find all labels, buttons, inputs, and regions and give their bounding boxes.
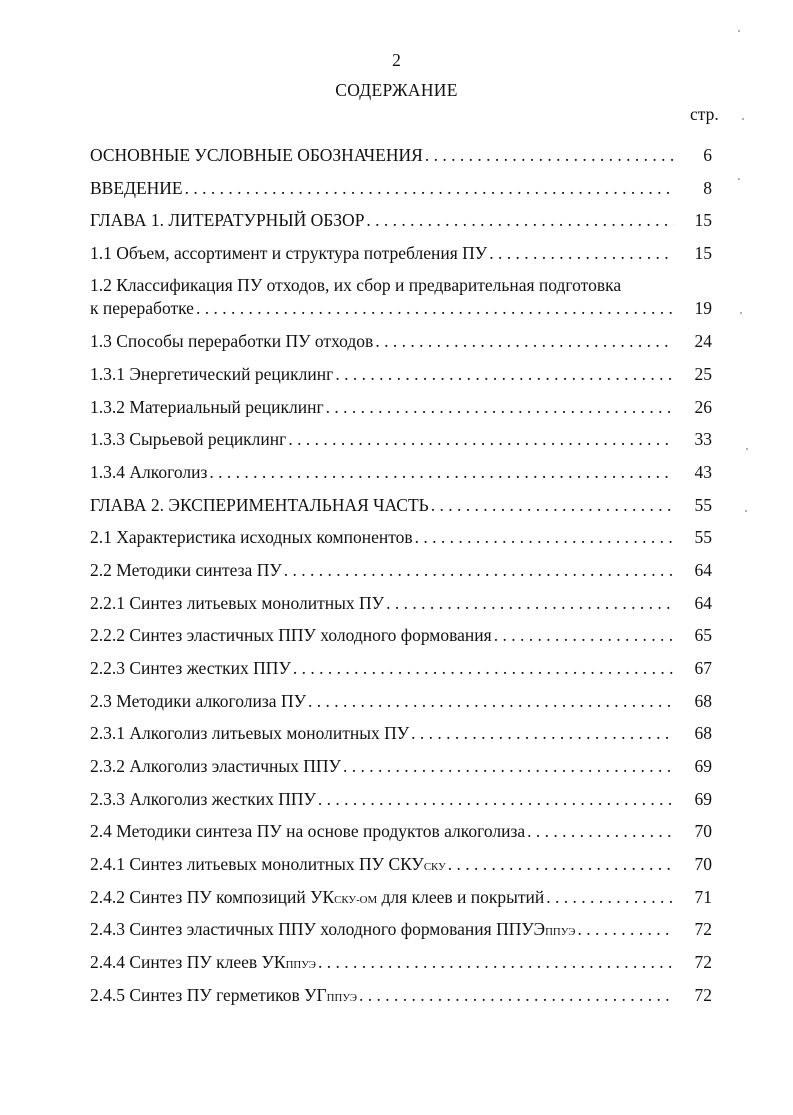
- toc-entry: [90, 243, 712, 264]
- toc-leader-dots: [318, 789, 674, 810]
- toc-leader-dots: [415, 527, 674, 548]
- toc-entry-page: 72: [694, 985, 712, 1005]
- toc-entry: [90, 919, 712, 940]
- toc-entry: [90, 560, 712, 581]
- toc-leader-dots: [185, 178, 674, 199]
- toc-leader-dots: [577, 919, 674, 940]
- toc-entry-page: 68: [694, 691, 712, 711]
- toc-entry-subscript: ППУЭ: [545, 926, 576, 938]
- toc-entry-text: 2.4 Методики синтеза ПУ на основе продуктов алкоголиза: [90, 821, 526, 841]
- toc-entry-page: 70: [694, 854, 712, 874]
- toc-entry-text: 1.3.3 Сырьевой рециклинг: [90, 429, 287, 449]
- toc-entry-text: 1.3.4 Алкоголиз: [90, 462, 208, 482]
- toc-entry-text: 1.3.1 Энергетический рециклинг: [90, 364, 334, 384]
- page-title: СОДЕРЖАНИЕ: [335, 80, 458, 100]
- toc-leader-dots: [375, 331, 674, 352]
- toc-leader-dots: [343, 756, 674, 777]
- scan-speck: [740, 312, 742, 314]
- toc-leader-dots: [489, 243, 674, 264]
- toc-entry-text: 1.3 Способы переработки ПУ отходов: [90, 331, 374, 351]
- toc-leader-dots: [494, 625, 674, 646]
- toc-entry-page: 67: [694, 658, 712, 678]
- toc-entry: [90, 397, 712, 418]
- toc-entry: [90, 145, 712, 166]
- toc-leader-dots: [209, 462, 674, 483]
- toc-entry: [90, 625, 712, 646]
- toc-entry-page: 68: [694, 723, 712, 743]
- toc-entry-text: 2.2.2 Синтез эластичных ППУ холодного формования: [90, 625, 492, 645]
- toc-entry-text: 2.4.1 Синтез литьевых монолитных ПУ СКУ: [90, 854, 424, 874]
- toc-leader-dots: [293, 658, 674, 679]
- toc-entry-text: 2.4.2 Синтез ПУ композиций УК: [90, 887, 335, 907]
- toc-leader-dots: [386, 593, 674, 614]
- toc-entry: [90, 691, 712, 712]
- toc-leader-dots: [308, 691, 674, 712]
- toc-entry-text-line1: 1.2 Классификация ПУ отходов, их сбор и предварительная подготовка: [90, 275, 622, 295]
- toc-entry-page: 71: [694, 887, 712, 907]
- toc-entry-page: 25: [694, 364, 712, 384]
- toc-entry: [90, 756, 712, 777]
- toc-leader-dots: [425, 145, 674, 166]
- toc-entry-text: ГЛАВА 1. ЛИТЕРАТУРНЫЙ ОБЗОР: [90, 210, 365, 230]
- toc-entry: [90, 952, 712, 973]
- toc-entry: [90, 527, 712, 548]
- toc-entry-text: к переработке: [90, 298, 194, 318]
- toc-leader-dots: [288, 429, 674, 450]
- toc-entry-page: 64: [694, 560, 712, 580]
- toc-entry-text: 2.4.3 Синтез эластичных ППУ холодного формования ППУЭ: [90, 919, 546, 939]
- toc-entry: [90, 887, 712, 908]
- toc-entry: [90, 985, 712, 1006]
- toc-leader-dots: [411, 723, 674, 744]
- toc-entry-page: 24: [694, 331, 712, 351]
- toc-entry-page: 70: [694, 821, 712, 841]
- toc-leader-dots: [431, 495, 674, 516]
- toc-entry-page: 64: [694, 593, 712, 613]
- toc-entry: [90, 495, 712, 516]
- toc-entry-subscript: СКУ-ОМ: [334, 894, 378, 906]
- toc-leader-dots: [326, 397, 674, 418]
- toc-entry: [90, 593, 712, 614]
- toc-entry-text: 2.1 Характеристика исходных компонентов: [90, 527, 413, 547]
- toc-entry-text: 2.2 Методики синтеза ПУ: [90, 560, 282, 580]
- scan-speck: [746, 448, 748, 450]
- scan-speck: [745, 510, 747, 512]
- toc-entry-text: 1.3.2 Материальный рециклинг: [90, 397, 324, 417]
- toc-entry-page: 26: [694, 397, 712, 417]
- toc-entry: [90, 789, 712, 810]
- toc-entry: [90, 429, 712, 450]
- scan-speck: [738, 178, 740, 180]
- toc-leader-dots: [527, 821, 674, 842]
- toc-leader-dots: [335, 364, 674, 385]
- toc-entry-page: 72: [694, 919, 712, 939]
- toc-entry-page: 55: [694, 495, 712, 515]
- toc-entry-text-after: для клеев и покрытий: [377, 887, 545, 907]
- toc-entry-page: 8: [703, 178, 712, 198]
- toc-entry: [90, 178, 712, 199]
- toc-entry-subscript: СКУ: [423, 861, 446, 873]
- toc-entry: [90, 723, 712, 744]
- toc-entry: [90, 658, 712, 679]
- toc-entry: [90, 210, 712, 231]
- page-number: 2: [392, 50, 401, 70]
- page-column-label: стр.: [690, 104, 719, 124]
- toc-leader-dots: [318, 952, 674, 973]
- toc-entry-page: 19: [694, 298, 712, 318]
- toc-entry: [90, 331, 712, 352]
- toc-entry: [90, 364, 712, 385]
- toc-entry-page: 55: [694, 527, 712, 547]
- toc-entry-page: 6: [703, 145, 712, 165]
- toc-entry: [90, 462, 712, 483]
- toc-entry-text: 2.2.1 Синтез литьевых монолитных ПУ: [90, 593, 385, 613]
- toc-entry-page: 72: [694, 952, 712, 972]
- scan-speck: [742, 118, 744, 120]
- toc-entry-page: 33: [694, 429, 712, 449]
- toc-entry-page: 65: [694, 625, 712, 645]
- toc-leader-dots: [366, 210, 674, 231]
- toc-leader-dots: [284, 560, 674, 581]
- toc-entry-text: 2.4.5 Синтез ПУ герметиков УГ: [90, 985, 327, 1005]
- toc-entry-text: 2.3.1 Алкоголиз литьевых монолитных ПУ: [90, 723, 410, 743]
- toc-entry-text: 2.4.4 Синтез ПУ клеев УК: [90, 952, 286, 972]
- toc-entry-subscript: ППУЭ: [326, 992, 358, 1004]
- toc-entry: [90, 275, 712, 319]
- toc-entry-page: 69: [694, 756, 712, 776]
- toc-entry-text: 2.3 Методики алкоголиза ПУ: [90, 691, 306, 711]
- toc-entry-text: ГЛАВА 2. ЭКСПЕРИМЕНТАЛЬНАЯ ЧАСТЬ: [90, 495, 429, 515]
- toc-leader-dots: [196, 298, 674, 319]
- toc-entry: [90, 821, 712, 842]
- toc-entry-page: 43: [694, 462, 712, 482]
- toc-leader-dots: [359, 985, 674, 1006]
- toc-entry-text: 2.3.3 Алкоголиз жестких ППУ: [90, 789, 316, 809]
- toc-entry-text: 2.2.3 Синтез жестких ППУ: [90, 658, 291, 678]
- toc-entry-text: 1.1 Объем, ассортимент и структура потребления ПУ: [90, 243, 488, 263]
- toc-entry-subscript: ППУЭ: [285, 959, 316, 971]
- toc-entry: [90, 854, 712, 875]
- toc-entry-page: 15: [694, 243, 712, 263]
- toc-entry-text: ОСНОВНЫЕ УСЛОВНЫЕ ОБОЗНАЧЕНИЯ: [90, 145, 423, 165]
- toc-leader-dots: [546, 887, 674, 908]
- toc-entry-page: 15: [694, 210, 712, 230]
- toc-entry-text: 2.3.2 Алкоголиз эластичных ППУ: [90, 756, 341, 776]
- scan-speck: [738, 30, 740, 32]
- toc-leader-dots: [448, 854, 674, 875]
- toc-entry-text: ВВЕДЕНИЕ: [90, 178, 183, 198]
- toc-entry-page: 69: [694, 789, 712, 809]
